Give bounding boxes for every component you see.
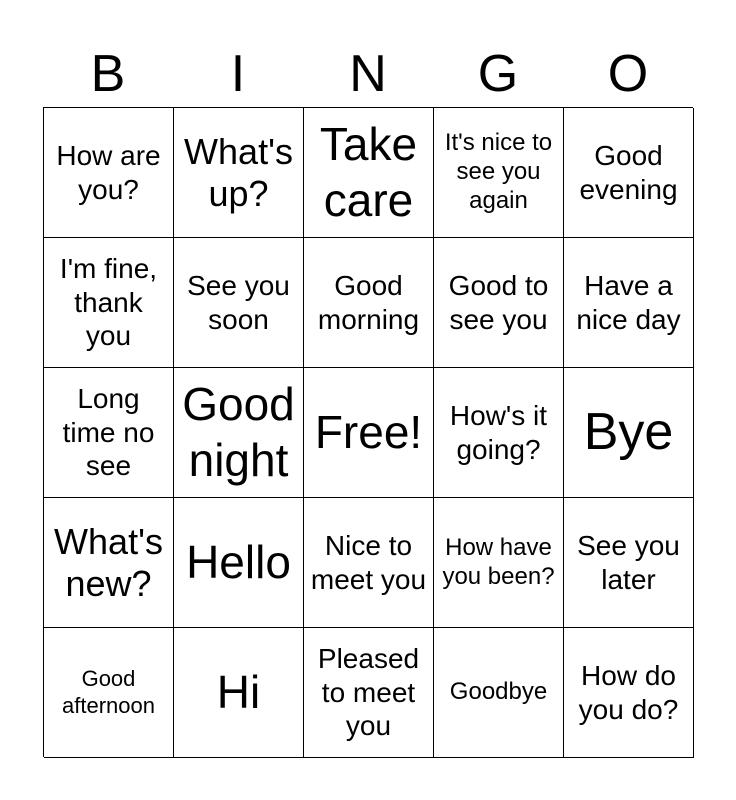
bingo-cell[interactable] [44,368,174,498]
cell-text: Free! [314,405,423,458]
cell-text: Hi [216,665,261,718]
bingo-cell[interactable] [434,628,564,758]
cell-text: Good night [182,378,295,486]
cell-text: Pleased to meet you [317,643,420,742]
cell-text: Good morning [317,269,420,335]
cell-text: Goodbye [449,678,548,706]
header-letter-o: O [607,45,649,103]
header-letter-g: G [477,45,519,103]
header-letter-i: I [230,45,246,103]
cell-text: How have you been? [442,533,555,590]
cell-text: How's it going? [449,399,548,465]
cell-text: Nice to meet you [310,529,427,595]
cell-text: Good evening [579,139,678,205]
bingo-cell[interactable] [304,108,434,238]
bingo-header [43,40,693,108]
free-space-cell[interactable] [304,368,434,498]
bingo-cell[interactable] [174,108,304,238]
cell-text: Bye [583,403,674,462]
bingo-cell[interactable] [44,628,174,758]
cell-text: See you soon [187,269,290,335]
bingo-cell[interactable] [174,498,304,628]
cell-text: See you later [577,529,680,595]
bingo-cell[interactable] [44,498,174,628]
bingo-cell[interactable] [564,368,694,498]
cell-text: How are you? [56,139,161,205]
cell-text: What's new? [54,521,163,604]
cell-text: I'm fine, thank you [59,253,158,352]
cell-text: It's nice to see you again [444,129,553,214]
cell-text: Hello [186,535,291,588]
bingo-cell[interactable] [174,238,304,368]
header-letter-b: B [90,45,126,103]
bingo-cell[interactable] [434,368,564,498]
bingo-cell[interactable] [564,238,694,368]
bingo-cell[interactable] [564,108,694,238]
bingo-cell[interactable] [304,628,434,758]
bingo-cell[interactable] [434,498,564,628]
bingo-cell[interactable] [304,238,434,368]
bingo-cell[interactable] [44,108,174,238]
cell-text: Good afternoon [62,666,155,718]
bingo-cell[interactable] [564,498,694,628]
cell-text: Good to see you [448,269,549,335]
bingo-cell[interactable] [564,628,694,758]
cell-text: Long time no see [62,383,155,482]
bingo-cell[interactable] [304,498,434,628]
bingo-cell[interactable] [174,368,304,498]
header-letter-n: N [349,45,387,103]
bingo-cell[interactable] [434,108,564,238]
cell-text: What's up? [184,131,293,214]
bingo-cell[interactable] [434,238,564,368]
bingo-grid [43,107,693,757]
cell-text: Have a nice day [576,269,681,335]
bingo-cell[interactable] [44,238,174,368]
cell-text: Take care [319,118,418,226]
bingo-cell[interactable] [174,628,304,758]
cell-text: How do you do? [578,659,679,725]
